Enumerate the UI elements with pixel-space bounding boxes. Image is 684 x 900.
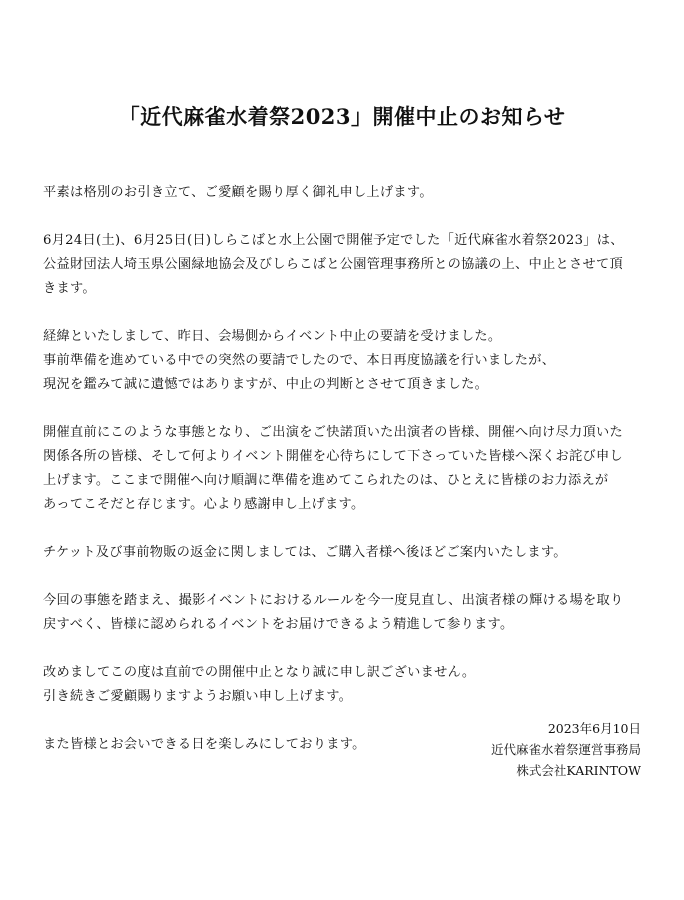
signature-office: 近代麻雀水着祭運営事務局 — [490, 742, 641, 757]
text-line: あってこそだと存じます。心より感謝申し上げます。 — [43, 497, 365, 512]
signature-block — [491, 718, 641, 781]
text-line: 上げます。ここまで開催へ向け順調に準備を進めてこられたのは、ひとえに皆様のお力添えが — [43, 473, 609, 488]
text-line: 現況を鑑みて誠に遺憾ではありますが、中止の判断とさせて頂きました。 — [43, 377, 489, 392]
text-line: 事前準備を進めている中での突然の要請でしたので、本日再度協議を行いましたが、 — [43, 353, 556, 368]
text-line: 経緯といたしまして、昨日、会場側からイベント中止の要請を受けました。 — [43, 329, 502, 344]
text-line: きます。 — [43, 281, 96, 296]
paragraph-background — [43, 325, 643, 397]
text-line: また皆様とお会いできる日を楽しみにしております。 — [43, 737, 366, 752]
text-line: 今回の事態を踏まえ、撮影イベントにおけるルールを今一度見直し、出演者様の輝ける場を取り — [43, 593, 624, 608]
paragraph-closing-apology — [43, 661, 643, 709]
paragraph-refund — [43, 541, 643, 565]
announcement-body — [43, 181, 643, 781]
paragraph-cancellation-notice — [43, 229, 643, 301]
paragraph-improvement — [43, 589, 643, 637]
text-line: 平素は格別のお引き立て、ご愛顧を賜り厚く御礼申し上げます。 — [43, 185, 433, 200]
text-line: 関係各所の皆様、そして何よりイベント開催を心待ちにして下さっていた皆様へ深くお詫び申し — [43, 449, 623, 464]
text-line: 公益財団法人埼玉県公園緑地協会及びしらこばと公園管理事務所との協議の上、中止とさせて頂 — [43, 257, 623, 272]
signature-company: 株式会社KARINTOW — [516, 763, 641, 778]
paragraph-greeting — [43, 181, 643, 205]
text-line: 開催直前にこのような事態となり、ご出演をご快諾頂いた出演者の皆様、開催へ向け尽力頂いた — [43, 425, 623, 440]
paragraph-apology — [43, 421, 643, 517]
text-line: チケット及び事前物販の返金に関しましては、ご購入者様へ後ほどご案内いたします。 — [43, 545, 567, 560]
text-line: 引き続きご愛顧賜りますようお願い申し上げます。 — [43, 689, 353, 704]
signature-date: 2023年6月10日 — [547, 721, 641, 736]
text-line: 6月24日(土)、6月25日(日)しらこばと水上公園で開催予定でした「近代麻雀水着祭2023」は、 — [43, 233, 624, 248]
page-title: 「近代麻雀水着祭2023」開催中止のお知らせ — [118, 104, 566, 130]
text-line: 改めましてこの度は直前での開催中止となり誠に申し訳ございません。 — [43, 665, 476, 680]
text-line: 戻すべく、皆様に認められるイベントをお届けできるよう精進して参ります。 — [43, 617, 514, 632]
